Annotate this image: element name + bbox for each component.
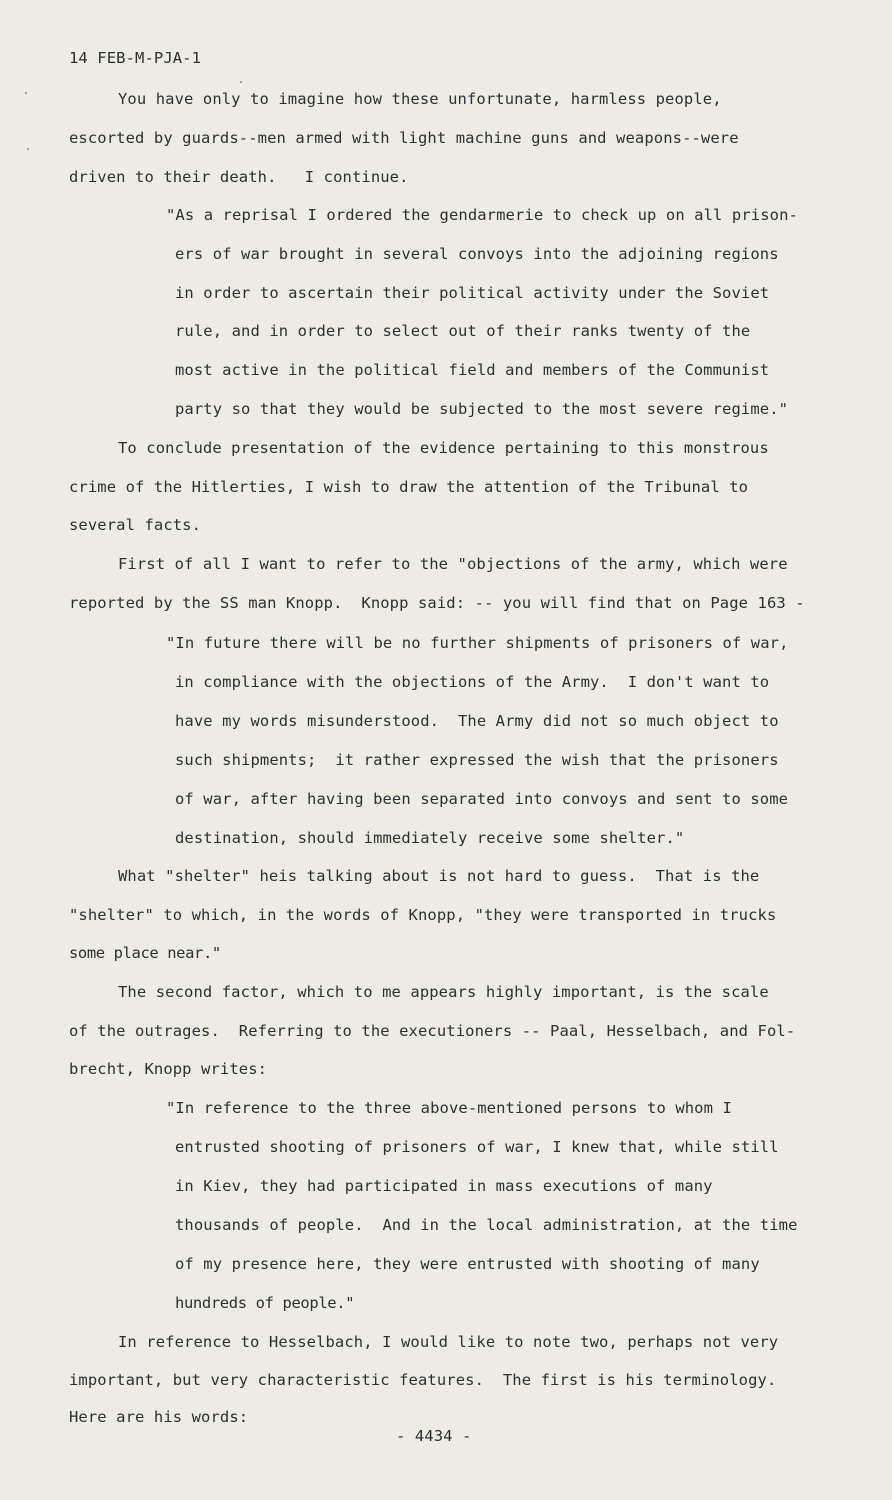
quote-1-line-2: ers of war brought in several convoys into the adjoining regions (175, 245, 779, 263)
quote-3-line-3: in Kiev, they had participated in mass executions of many (175, 1177, 713, 1195)
quote-2-line-2: in compliance with the objections of the Army. I don't want to (175, 673, 770, 691)
body-line-8: reported by the SS man Knopp. Knopp said: -- you will find that on Page 163 - (69, 594, 805, 612)
quote-2-line-3: have my words misunderstood. The Army did not so much object to (175, 712, 779, 730)
quote-3-line-2: entrusted shooting of prisoners of war, I knew that, while still (175, 1138, 779, 1156)
body-line-9: What "shelter" heis talking about is not hard to guess. That is the (118, 867, 760, 885)
paper-speck (25, 92, 27, 94)
quote-3-line-1: "In reference to the three above-mentioned persons to whom I (166, 1099, 732, 1117)
body-line-6: several facts. (69, 516, 202, 534)
body-line-14: brecht, Knopp writes: (69, 1060, 268, 1078)
body-line-10: "shelter" to which, in the words of Knopp, "they were transported in trucks (69, 906, 777, 924)
body-line-7: First of all I want to refer to the "objections of the army, which were (118, 555, 788, 573)
quote-1-line-3: in order to ascertain their political activity under the Soviet (175, 284, 770, 302)
page-number: - 4434 - (396, 1427, 472, 1445)
paper-speck (27, 148, 29, 150)
body-line-15: In reference to Hesselbach, I would like to note two, perhaps not very (118, 1333, 779, 1351)
body-line-11: some place near." (69, 944, 221, 962)
body-line-2: escorted by guards--men armed with light machine guns and weapons--were (69, 129, 739, 147)
quote-2-line-4: such shipments; it rather expressed the wish that the prisoners (175, 751, 779, 769)
document-header-code: 14 FEB-M-PJA-1 (69, 49, 202, 67)
body-line-5: crime of the Hitlerties, I wish to draw the attention of the Tribunal to (69, 478, 749, 496)
body-line-4: To conclude presentation of the evidence pertaining to this monstrous (118, 439, 769, 457)
body-line-16: important, but very characteristic features. The first is his terminology. (69, 1371, 777, 1389)
quote-1-line-5: most active in the political field and members of the Communist (175, 361, 770, 379)
paper-speck (240, 81, 242, 83)
quote-1-line-4: rule, and in order to select out of their ranks twenty of the (175, 322, 751, 340)
body-line-1: You have only to imagine how these unfortunate, harmless people, (118, 90, 722, 108)
quote-1-line-6: party so that they would be subjected to the most severe regime." (175, 400, 789, 418)
quote-3-line-5: of my presence here, they were entrusted with shooting of many (175, 1255, 760, 1273)
body-line-13: of the outrages. Referring to the executioners -- Paal, Hesselbach, and Fol- (69, 1022, 796, 1040)
body-line-17: Here are his words: (69, 1408, 249, 1426)
quote-2-line-1: "In future there will be no further shipments of prisoners of war, (166, 634, 789, 652)
quote-2-line-6: destination, should immediately receive some shelter." (175, 829, 685, 847)
quote-3-line-4: thousands of people. And in the local administration, at the time (175, 1216, 798, 1234)
body-line-3: driven to their death. I continue. (69, 168, 409, 186)
quote-1-line-1: "As a reprisal I ordered the gendarmerie to check up on all prison- (166, 206, 798, 224)
quote-2-line-5: of war, after having been separated into convoys and sent to some (175, 790, 789, 808)
body-line-12: The second factor, which to me appears highly important, is the scale (118, 983, 769, 1001)
quote-3-line-6: hundreds of people." (175, 1294, 355, 1312)
